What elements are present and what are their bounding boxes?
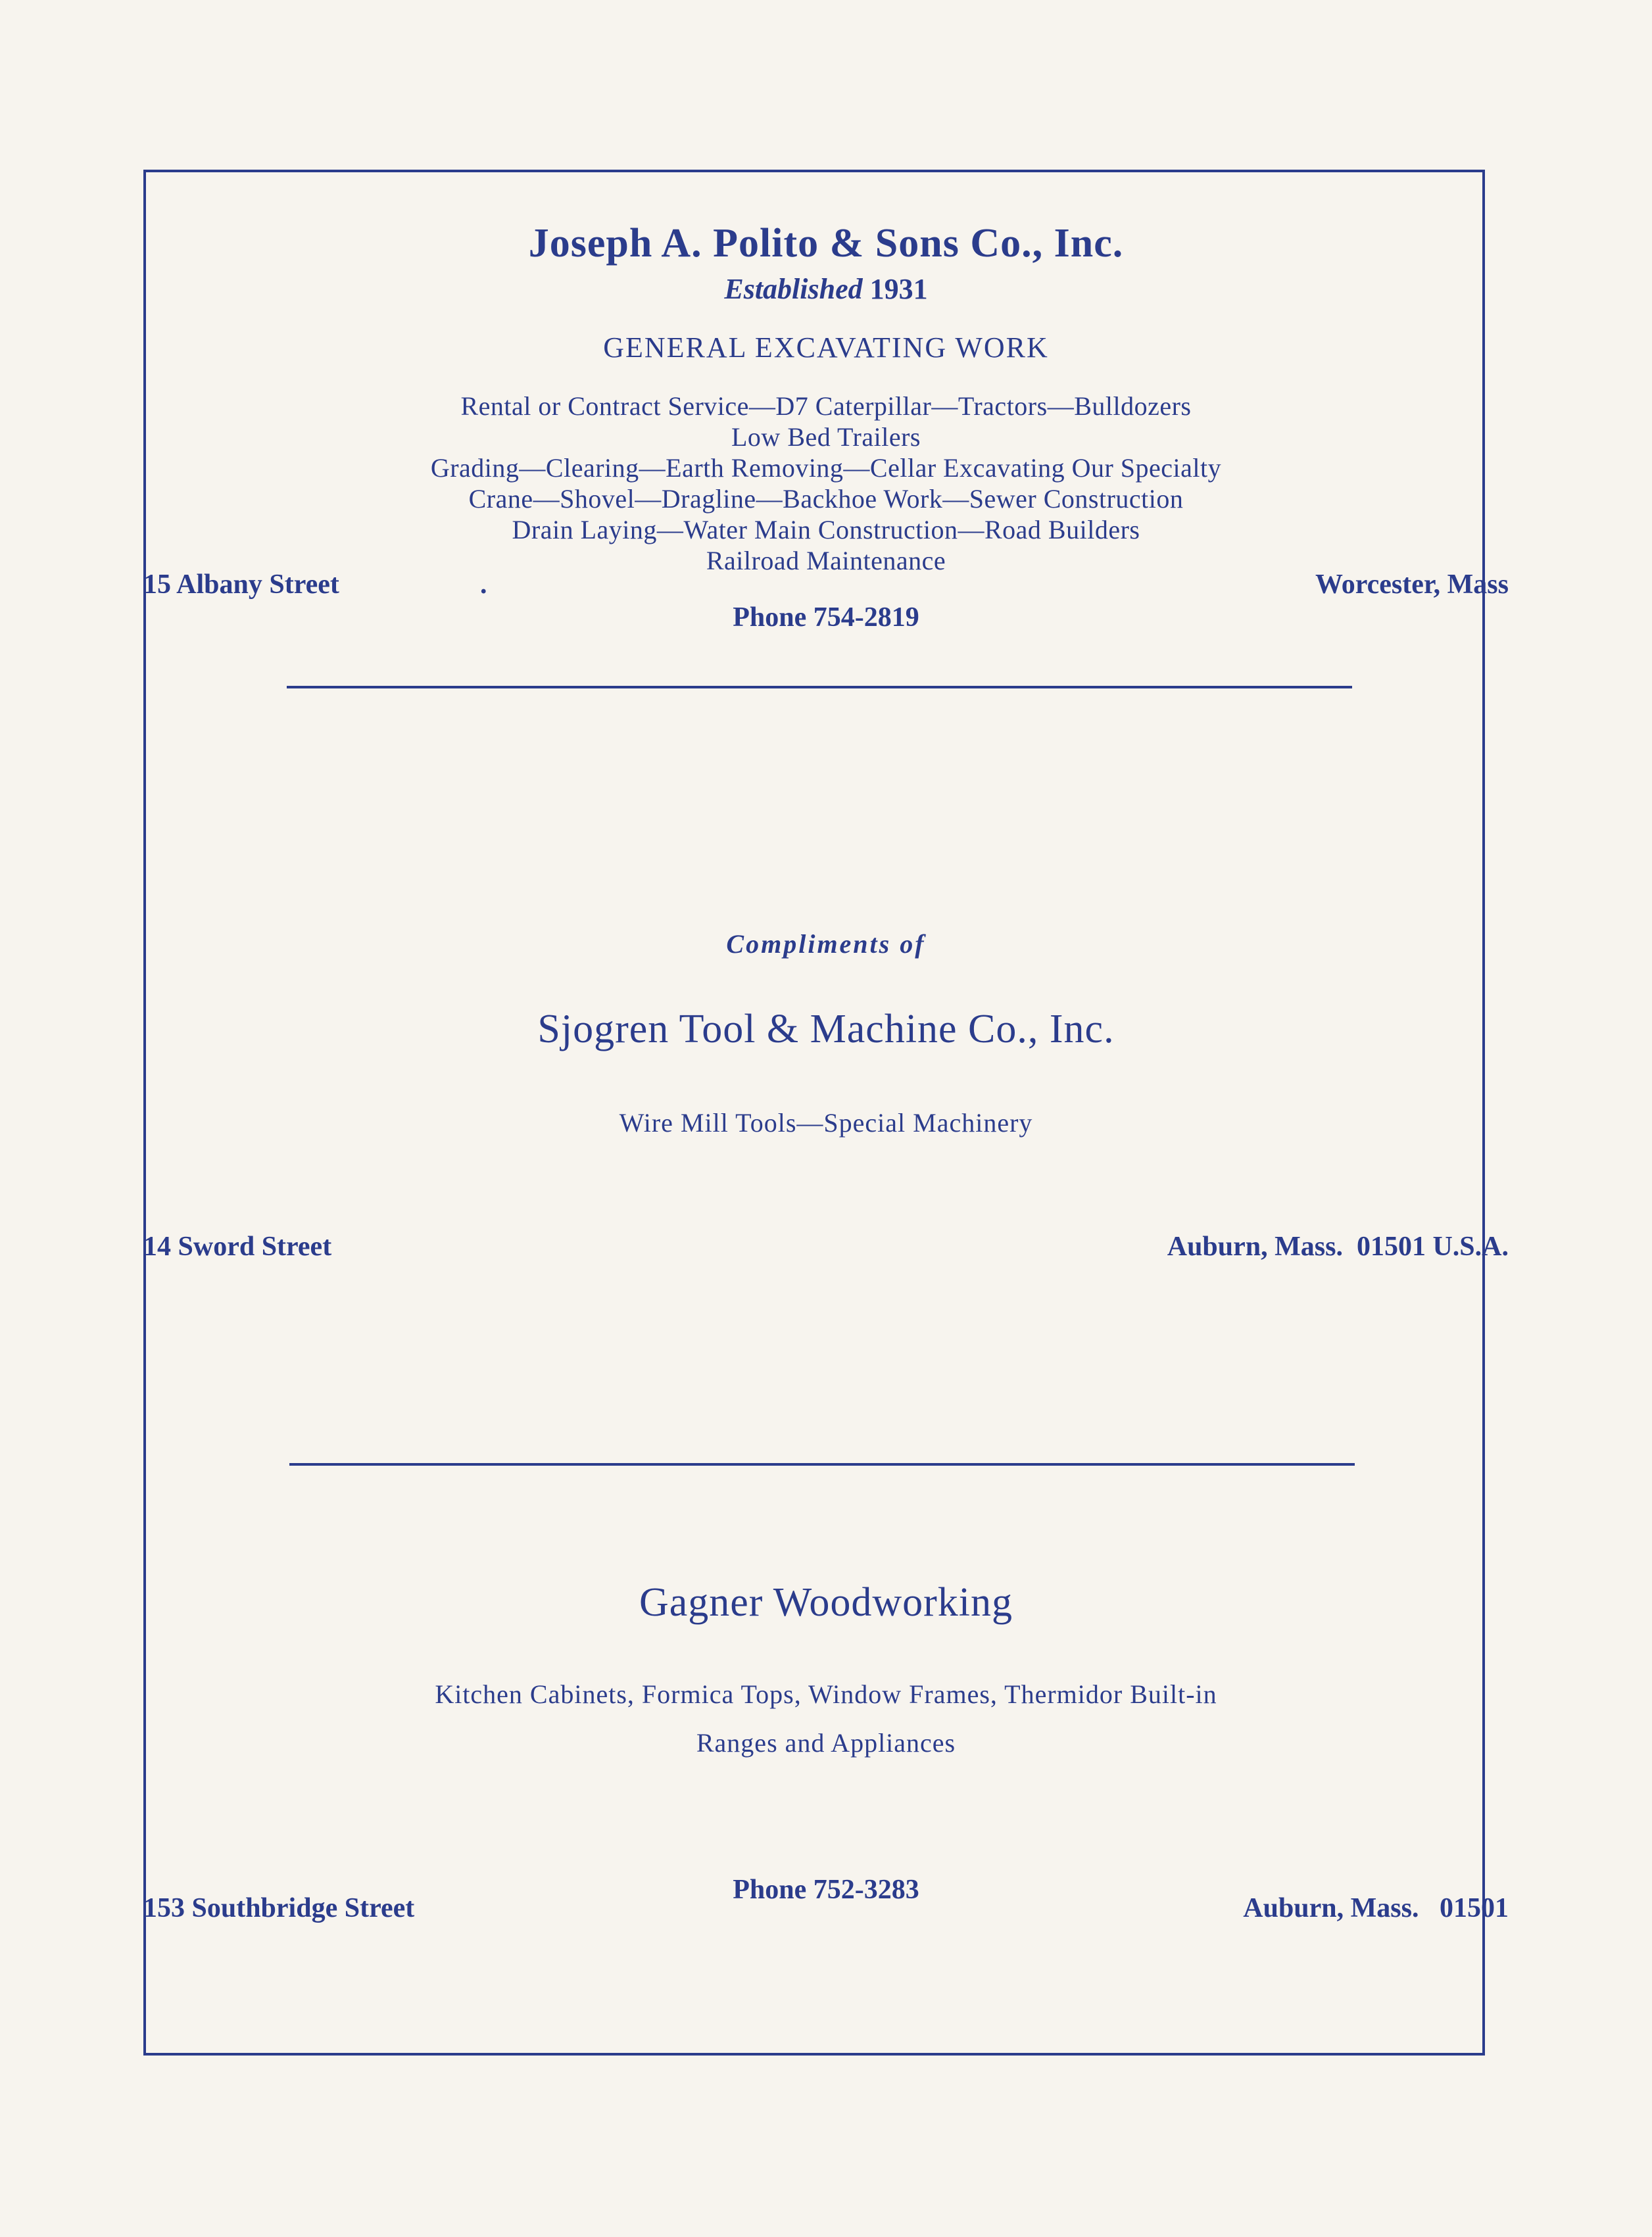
gagner-description xyxy=(0,1670,1652,1768)
polito-service-line: Railroad Maintenance xyxy=(706,546,946,575)
sjogren-company-name: Sjogren Tool & Machine Co., Inc. xyxy=(537,1007,1115,1051)
gagner-phone: Phone 752-3283 xyxy=(733,1875,919,1905)
sjogren-address-row xyxy=(0,1231,1652,1270)
polito-ad xyxy=(0,220,1652,576)
gagner-address: 153 Southbridge Street xyxy=(143,1893,415,1923)
polito-established-label: Established xyxy=(724,273,863,305)
gagner-company-name: Gagner Woodworking xyxy=(639,1580,1013,1625)
gagner-description-line: Ranges and Appliances xyxy=(696,1728,956,1758)
polito-subhead: GENERAL EXCAVATING WORK xyxy=(603,331,1049,364)
divider-rule xyxy=(287,686,1352,688)
polito-service-line: Grading—Clearing—Earth Removing—Cellar Excavating Our Specialty xyxy=(430,453,1222,483)
polito-established xyxy=(0,272,1652,306)
divider-rule xyxy=(289,1463,1355,1466)
sjogren-address: 14 Sword Street xyxy=(143,1232,332,1262)
sjogren-city: Auburn, Mass. 01501 U.S.A. xyxy=(1167,1232,1509,1262)
polito-service-line: Crane—Shovel—Dragline—Backhoe Work—Sewer Construction xyxy=(468,484,1184,514)
polito-company-name: Joseph A. Polito & Sons Co., Inc. xyxy=(528,221,1124,266)
gagner-description-line: Kitchen Cabinets, Formica Tops, Window Frames, Thermidor Built-in xyxy=(435,1679,1217,1709)
sjogren-description: Wire Mill Tools—Special Machinery xyxy=(619,1108,1033,1138)
polito-address: 15 Albany Street xyxy=(143,569,339,600)
polito-established-year: 1931 xyxy=(869,273,928,305)
polito-phone: Phone 754-2819 xyxy=(733,602,919,633)
gagner-city: Auburn, Mass. 01501 xyxy=(1243,1893,1509,1923)
polito-separator: . xyxy=(480,569,487,600)
polito-service-line: Drain Laying—Water Main Construction—Road Builders xyxy=(512,515,1140,544)
sjogren-compliments: Compliments of xyxy=(726,929,926,959)
polito-services-list xyxy=(0,391,1652,576)
polito-service-line: Rental or Contract Service—D7 Caterpillar—Tractors—Bulldozers xyxy=(460,391,1192,421)
polito-city: Worcester, Mass xyxy=(1315,569,1509,600)
polito-service-line: Low Bed Trailers xyxy=(731,422,921,452)
